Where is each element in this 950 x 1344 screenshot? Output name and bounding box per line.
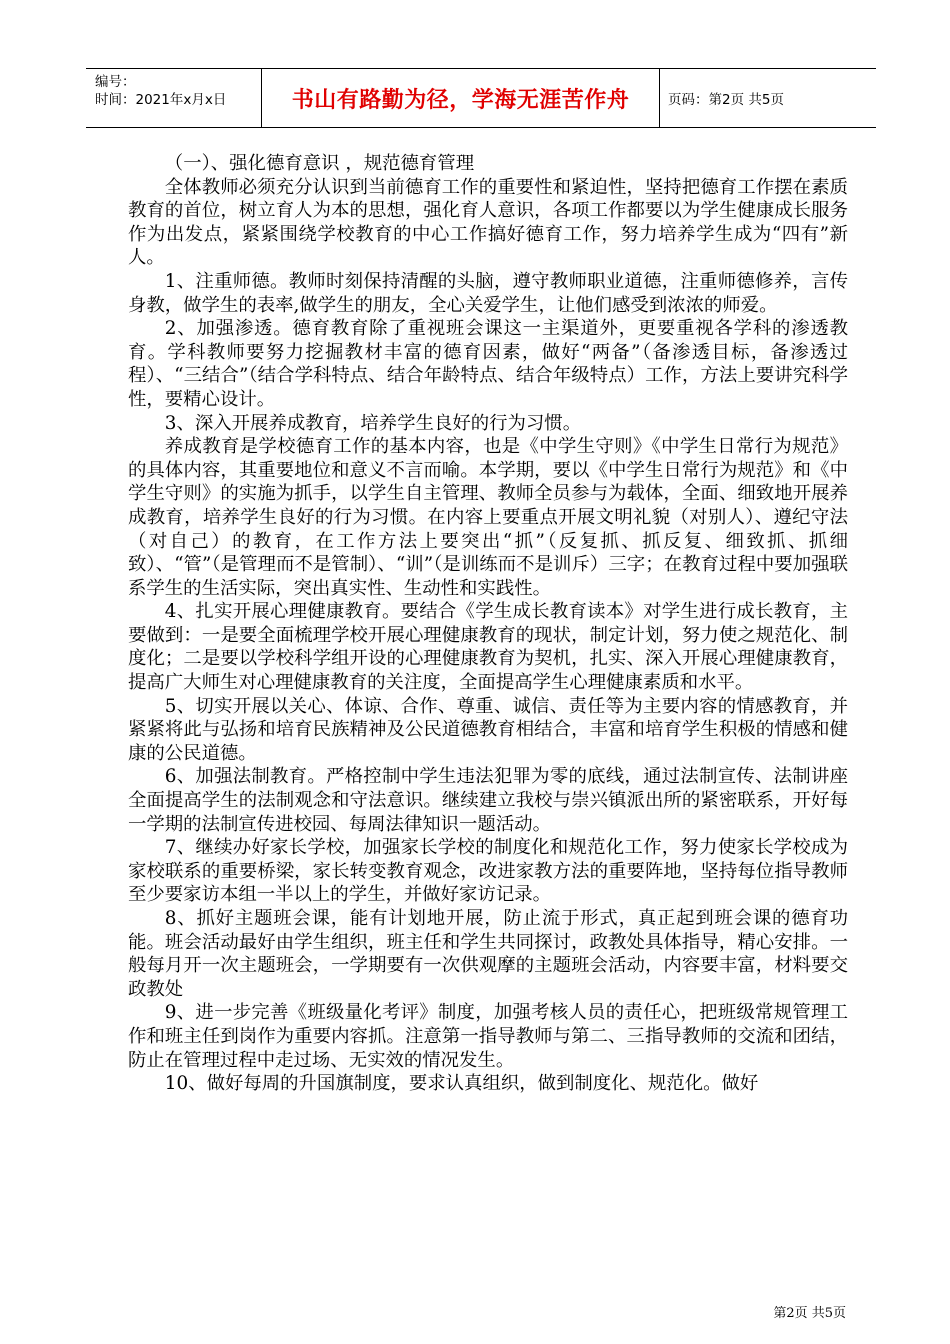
paragraph: 4、扎实开展心理健康教育。要结合《学生成长教育读本》对学生进行成长教育，主要做到：一是要全面梳理学校开展心理健康教育的现状，制定计划，努力使之规范化、制度化；二是要以学校科学组开设的心理健康教育为契机，扎实、深入开展心理健康教育，提高广大师生对心理健康教育的关注度，全面提高学生心理健康素质和水平。 [128,601,848,694]
section-heading: （一）、强化德育意识 ，规范德育管理 [164,153,475,174]
paragraph: 2、加强渗透。德育教育除了重视班会课这一主渠道外，更要重视各学科的渗透教育。学科教师要努力挖掘教材丰富的德育因素，做好“两备”（备渗透目标，备渗透过程）、“三结合”（结合学科特点、结合年龄特点、结合年级特点）工作，方法上要讲究科学性，要精心设计。 [128,318,848,410]
paragraph: 1、注重师德。教师时刻保持清醒的头脑，遵守教师职业道德，注重师德修养，言传身教，做学生的表率,做学生的朋友，全心关爱学生，让他们感受到浓浓的师爱。 [128,270,848,316]
paragraph: 养成教育是学校德育工作的基本内容，也是《中学生守则》《中学生日常行为规范》的具体内容，其重要地位和意义不言而喻。本学期，要以《中学生日常行为规范》和《中学生守则》的实施为抓手，以学生自主管理、教师全员参与为载体，全面、细致地开展养成教育，培养学生良好的行为习惯。在内容上要重点开展文明礼貌（对别人）、遵纪守法（对自己）的教育，在工作方法上要突出“抓”（反复抓、抓反复、细致抓、抓细致）、“管”（是管理而不是管制）、“训”（是训练而不是训斥）三字；在教育过程中要加强联系学生的生活实际，突出真实性、生动性和实践性。 [128,436,848,599]
paragraph: 6、加强法制教育。严格控制中学生违法犯罪为零的底线，通过法制宣传、法制讲座全面提高学生的法制观念和守法意识。继续建立我校与崇兴镇派出所的紧密联系，开好每一学期的法制宣传进校园、每周法律知识一题活动。 [128,766,848,835]
paragraph: 9、进一步完善《班级量化考评》制度，加强考核人员的责任心，把班级常规管理工作和班主任到岗作为重要内容抓。注意第一指导教师与第二、三指导教师的交流和团结，防止在管理过程中走过场、无实效的情况发生。 [128,1002,848,1071]
time-label: 时间：2021年x月x日 [95,92,227,108]
paragraph: 全体教师必须充分认识到当前德育工作的重要性和紧迫性，坚持把德育工作摆在素质教育的首位，树立育人为本的思想，强化育人意识，各项工作都要以为学生健康成长服务作为出发点，紧紧围绕学校教育的中心工作搞好德育工作，努力培养学生成为“四有”新人。 [128,176,848,269]
header-motto: 书山有路勤为径，学海无涯苦作舟 [262,69,660,127]
paragraph: 8、抓好主题班会课，能有计划地开展，防止流于形式，真正起到班会课的德育功能。班会活动最好由学生组织，班主任和学生共同探讨，政教处具体指导，精心安排。一般每月开一次主题班会，一学期要有一次供观摩的主题班会活动，内容要丰富，材料要交政教处 [128,908,848,1000]
page-footer: 第2页 共5页 [773,1306,846,1321]
number-label: 编号： [95,74,136,90]
paragraph: 10、做好每周的升国旗制度，要求认真组织，做到制度化、规范化。做好 [164,1073,759,1095]
paragraph: 3、深入开展养成教育，培养学生良好的行为习惯。 [164,412,582,434]
page-header [86,68,876,128]
paragraph: 5、切实开展以关心、体谅、合作、尊重、诚信、责任等为主要内容的情感教育，并紧紧将此与弘扬和培育民族精神及公民道德教育相结合，丰富和培育学生积极的情感和健康的公民道德。 [128,695,848,764]
header-page-label: 页码：第2页 共5页 [668,92,784,108]
header-meta [86,69,262,127]
paragraph: 7、继续办好家长学校，加强家长学校的制度化和规范化工作，努力使家长学校成为家校联系的重要桥梁，家长转变教育观念，改进家教方法的重要阵地，坚持每位指导教师至少要家访本组一半以上的学生，并做好家访记录。 [128,837,848,906]
document-body [128,152,848,1096]
